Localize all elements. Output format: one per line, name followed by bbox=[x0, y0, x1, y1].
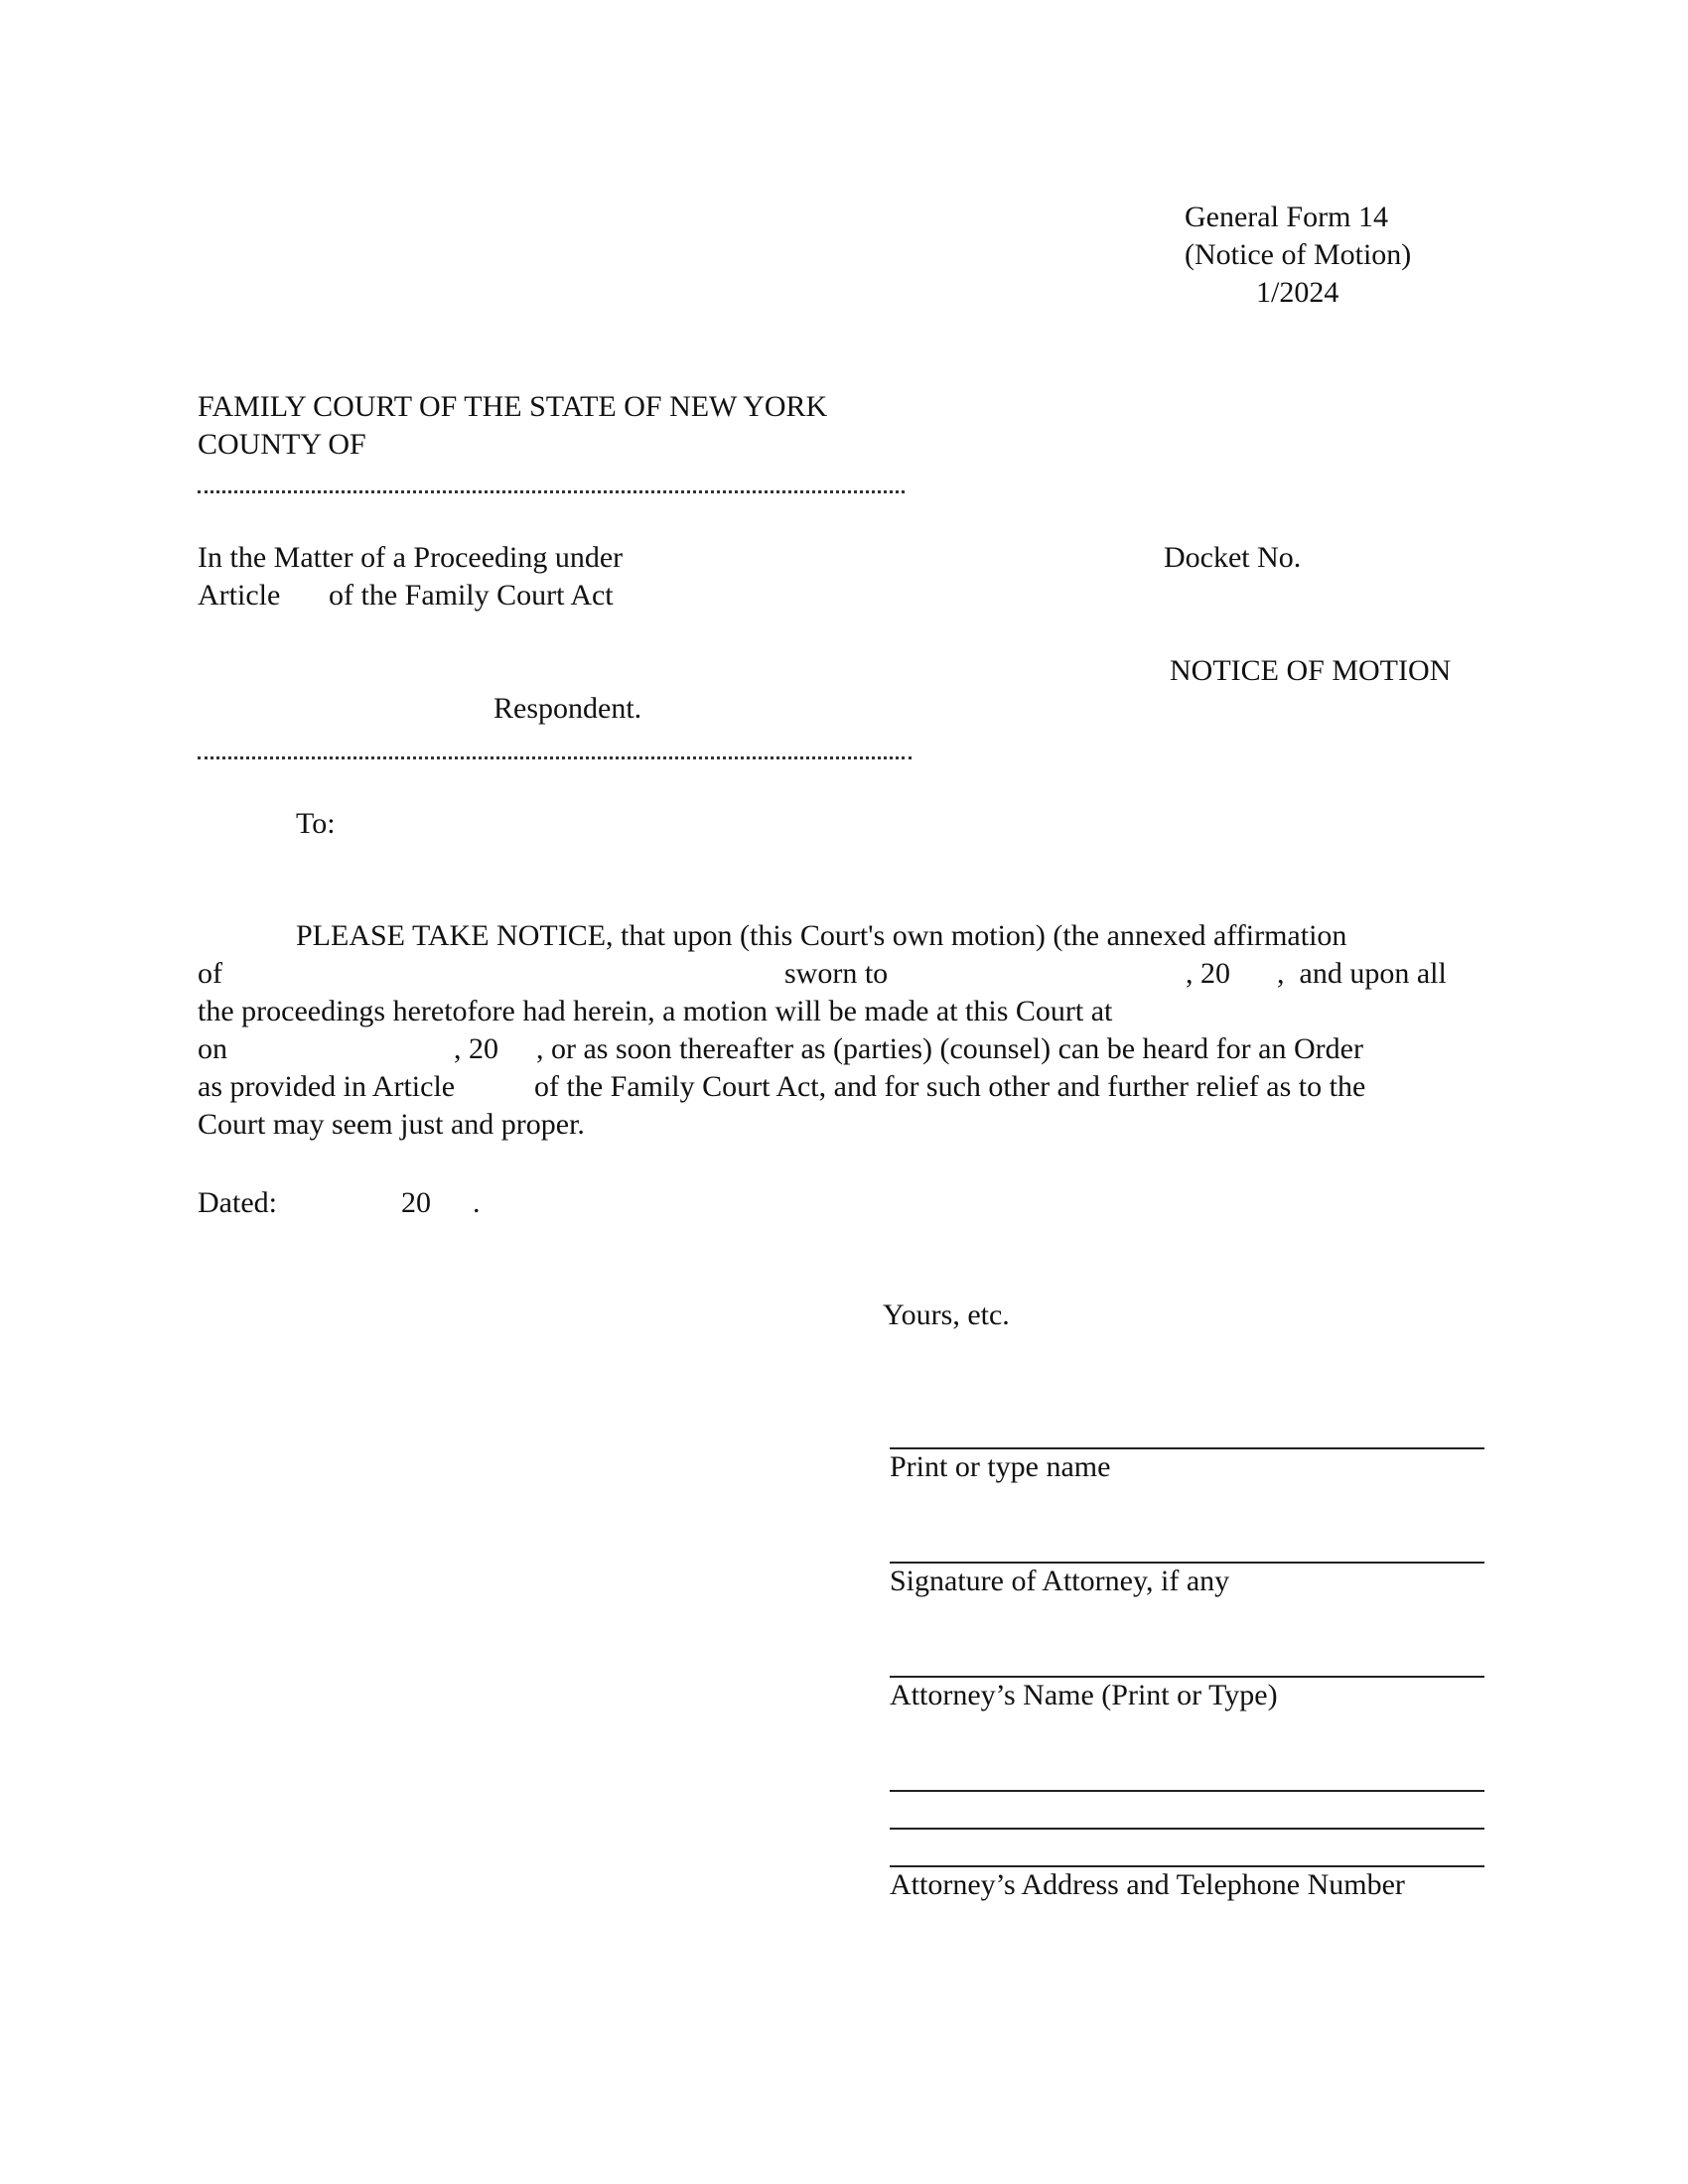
caption-divider-top bbox=[198, 490, 905, 493]
body-line-5-a: as provided in Article bbox=[198, 1070, 456, 1103]
closing-text: Yours, etc. bbox=[883, 1298, 1010, 1331]
body-line-2-sworn: sworn to bbox=[784, 957, 889, 990]
body-line-3: the proceedings heretofore had herein, a motion will be made at this Court at bbox=[198, 995, 1113, 1027]
body-line-4-on: on bbox=[198, 1032, 227, 1065]
body-line-2-tail: , and upon all bbox=[1277, 957, 1447, 990]
article-label: Article bbox=[198, 579, 281, 612]
print-name-label: Print or type name bbox=[890, 1450, 1111, 1483]
dated-year: 20 bbox=[401, 1186, 431, 1219]
document-title: NOTICE OF MOTION bbox=[1170, 654, 1452, 687]
body-line-5-b: of the Family Court Act, and for such other and further relief as to the bbox=[534, 1070, 1366, 1103]
form-type: (Notice of Motion) bbox=[1185, 238, 1412, 271]
signature-label: Signature of Attorney, if any bbox=[890, 1565, 1230, 1597]
body-line-2-year: , 20 bbox=[1186, 957, 1230, 990]
body-line-1: PLEASE TAKE NOTICE, that upon (this Court's own motion) (the annexed affirmation bbox=[296, 919, 1347, 952]
county-label: COUNTY OF bbox=[198, 428, 366, 461]
body-line-4-tail: , or as soon thereafter as (parties) (counsel) can be heard for an Order bbox=[536, 1032, 1363, 1065]
body-line-2-of: of bbox=[198, 957, 222, 990]
matter-line: In the Matter of a Proceeding under bbox=[198, 541, 624, 574]
respondent-label: Respondent. bbox=[493, 692, 642, 725]
to-label: To: bbox=[296, 807, 336, 840]
dated-period: . bbox=[473, 1186, 481, 1219]
body-line-4-year: , 20 bbox=[454, 1032, 498, 1065]
dated-label: Dated: bbox=[198, 1186, 277, 1219]
attorney-name-label: Attorney’s Name (Print or Type) bbox=[890, 1679, 1278, 1711]
article-suffix: of the Family Court Act bbox=[329, 579, 614, 612]
form-date: 1/2024 bbox=[1256, 276, 1339, 309]
address-line-2 bbox=[890, 1828, 1484, 1830]
address-label: Attorney’s Address and Telephone Number bbox=[890, 1868, 1405, 1901]
court-name: FAMILY COURT OF THE STATE OF NEW YORK bbox=[198, 390, 828, 423]
address-line-1 bbox=[890, 1790, 1484, 1792]
docket-label: Docket No. bbox=[1164, 541, 1302, 574]
caption-divider-bottom bbox=[198, 756, 912, 759]
form-name: General Form 14 bbox=[1185, 201, 1388, 233]
body-line-6: Court may seem just and proper. bbox=[198, 1108, 585, 1141]
